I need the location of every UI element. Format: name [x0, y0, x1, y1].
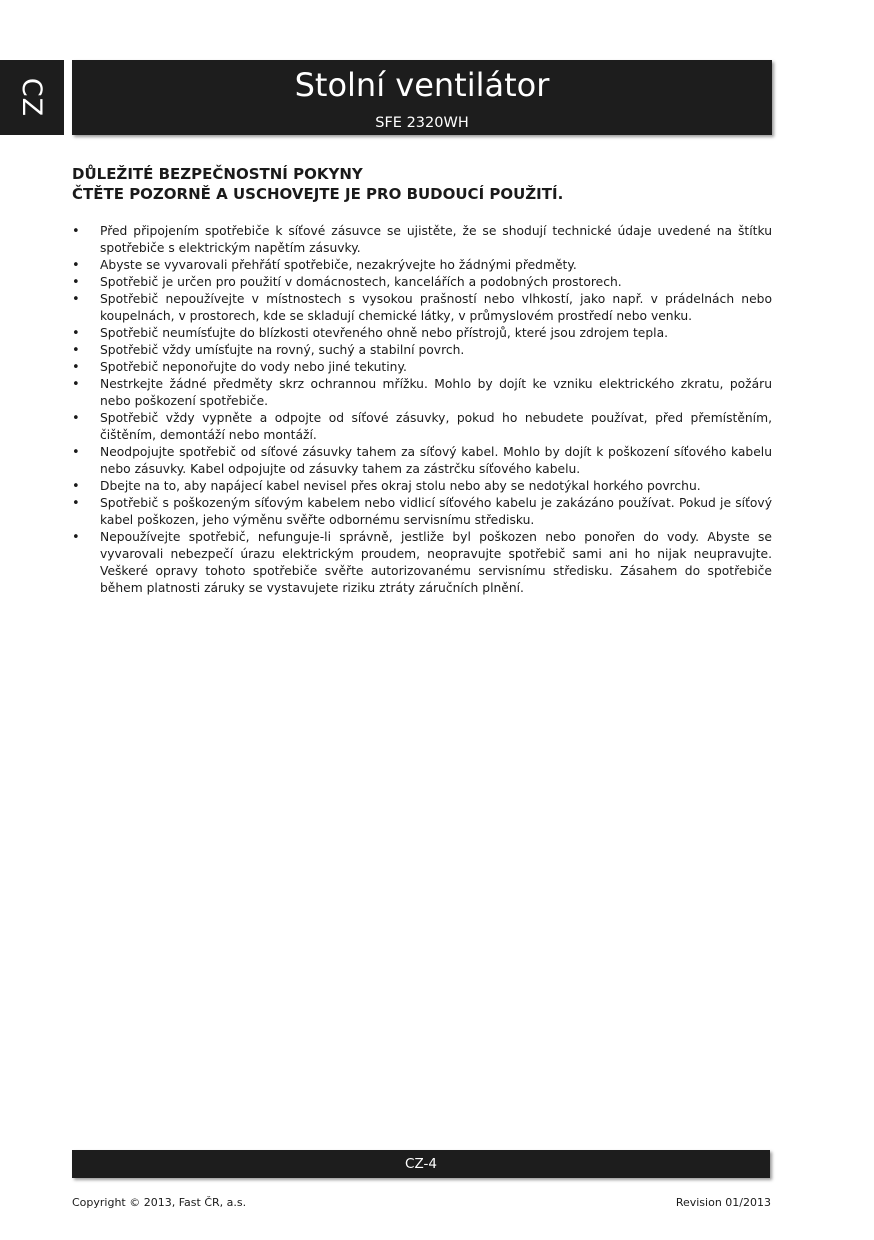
heading-line-1: DŮLEŽITÉ BEZPEČNOSTNÍ POKYNY	[72, 165, 363, 183]
list-item: • Spotřebič vždy umísťujte na rovný, suchý a stabilní povrch.	[72, 342, 772, 359]
list-item: • Spotřebič nepoužívejte v místnostech s vysokou prašností nebo vlhkostí, jako např. v prádelnách nebo koupelnách, v prostorech, kde se skladují chemické látky, v průmyslovém prostředí nebo venku.	[72, 291, 772, 325]
list-item: • Spotřebič vždy vypněte a odpojte od síťové zásuvky, pokud ho nebudete používat, před přemístěním, čištěním, demontáží nebo montáží.	[72, 410, 772, 444]
model-number: SFE 2320WH	[375, 115, 469, 131]
page-number-bar	[72, 1150, 770, 1178]
safety-instructions-list	[72, 223, 772, 597]
safety-heading	[72, 164, 772, 204]
list-item: • Před připojením spotřebiče k síťové zásuvce se ujistěte, že se shodují technické údaje uvedené na štítku spotřebiče s elektrickým napětím zásuvky.	[72, 223, 772, 257]
list-item: • Neodpojujte spotřebič od síťové zásuvky tahem za síťový kabel. Mohlo by dojít k poškození síťového kabelu nebo zásuvky. Kabel odpojujte od zásuvky tahem za zástrčku síťového kabelu.	[72, 444, 772, 478]
list-item: • Spotřebič je určen pro použití v domácnostech, kancelářích a podobných prostorech.	[72, 274, 772, 291]
list-item: • Nestrkejte žádné předměty skrz ochrannou mřížku. Mohlo by dojít ke vzniku elektrického zkratu, požáru nebo poškození spotřebiče.	[72, 376, 772, 410]
language-tab	[0, 60, 64, 135]
list-item: • Abyste se vyvarovali přehřátí spotřebiče, nezakrývejte ho žádnými předměty.	[72, 257, 772, 274]
title-banner	[72, 60, 772, 135]
list-item: • Spotřebič neumísťujte do blízkosti otevřeného ohně nebo přístrojů, které jsou zdrojem tepla.	[72, 325, 772, 342]
page-title: Stolní ventilátor	[294, 66, 550, 104]
list-item: • Spotřebič neponořujte do vody nebo jiné tekutiny.	[72, 359, 772, 376]
list-item: • Dbejte na to, aby napájecí kabel nevisel přes okraj stolu nebo aby se nedotýkal horkého povrchu.	[72, 478, 772, 495]
list-item: • Nepoužívejte spotřebič, nefunguje-li správně, jestliže byl poškozen nebo ponořen do vody. Abyste se vyvarovali nebezpečí úrazu elektrickým proudem, neopravujte spotřebič sami ani ho nijak neupravujte. Veškeré opravy tohoto spotřebiče svěřte autorizovanému servisnímu středisku. Zásahem do spotřebiče během platnosti záruky se vystavujete riziku ztráty záručních plnění.	[72, 529, 772, 597]
heading-line-2: ČTĚTE POZORNĚ A USCHOVEJTE JE PRO BUDOUCÍ POUŽITÍ.	[72, 185, 564, 203]
language-code: CZ	[16, 77, 48, 118]
revision-text: Revision 01/2013	[675, 1196, 771, 1209]
copyright-text: Copyright © 2013, Fast ČR, a.s.	[72, 1196, 247, 1209]
list-item: • Spotřebič s poškozeným síťovým kabelem nebo vidlicí síťového kabelu je zakázáno používat. Pokud je síťový kabel poškozen, jeho výměnu svěřte odbornému servisnímu středisku.	[72, 495, 772, 529]
page-number: CZ-4	[405, 1156, 437, 1172]
